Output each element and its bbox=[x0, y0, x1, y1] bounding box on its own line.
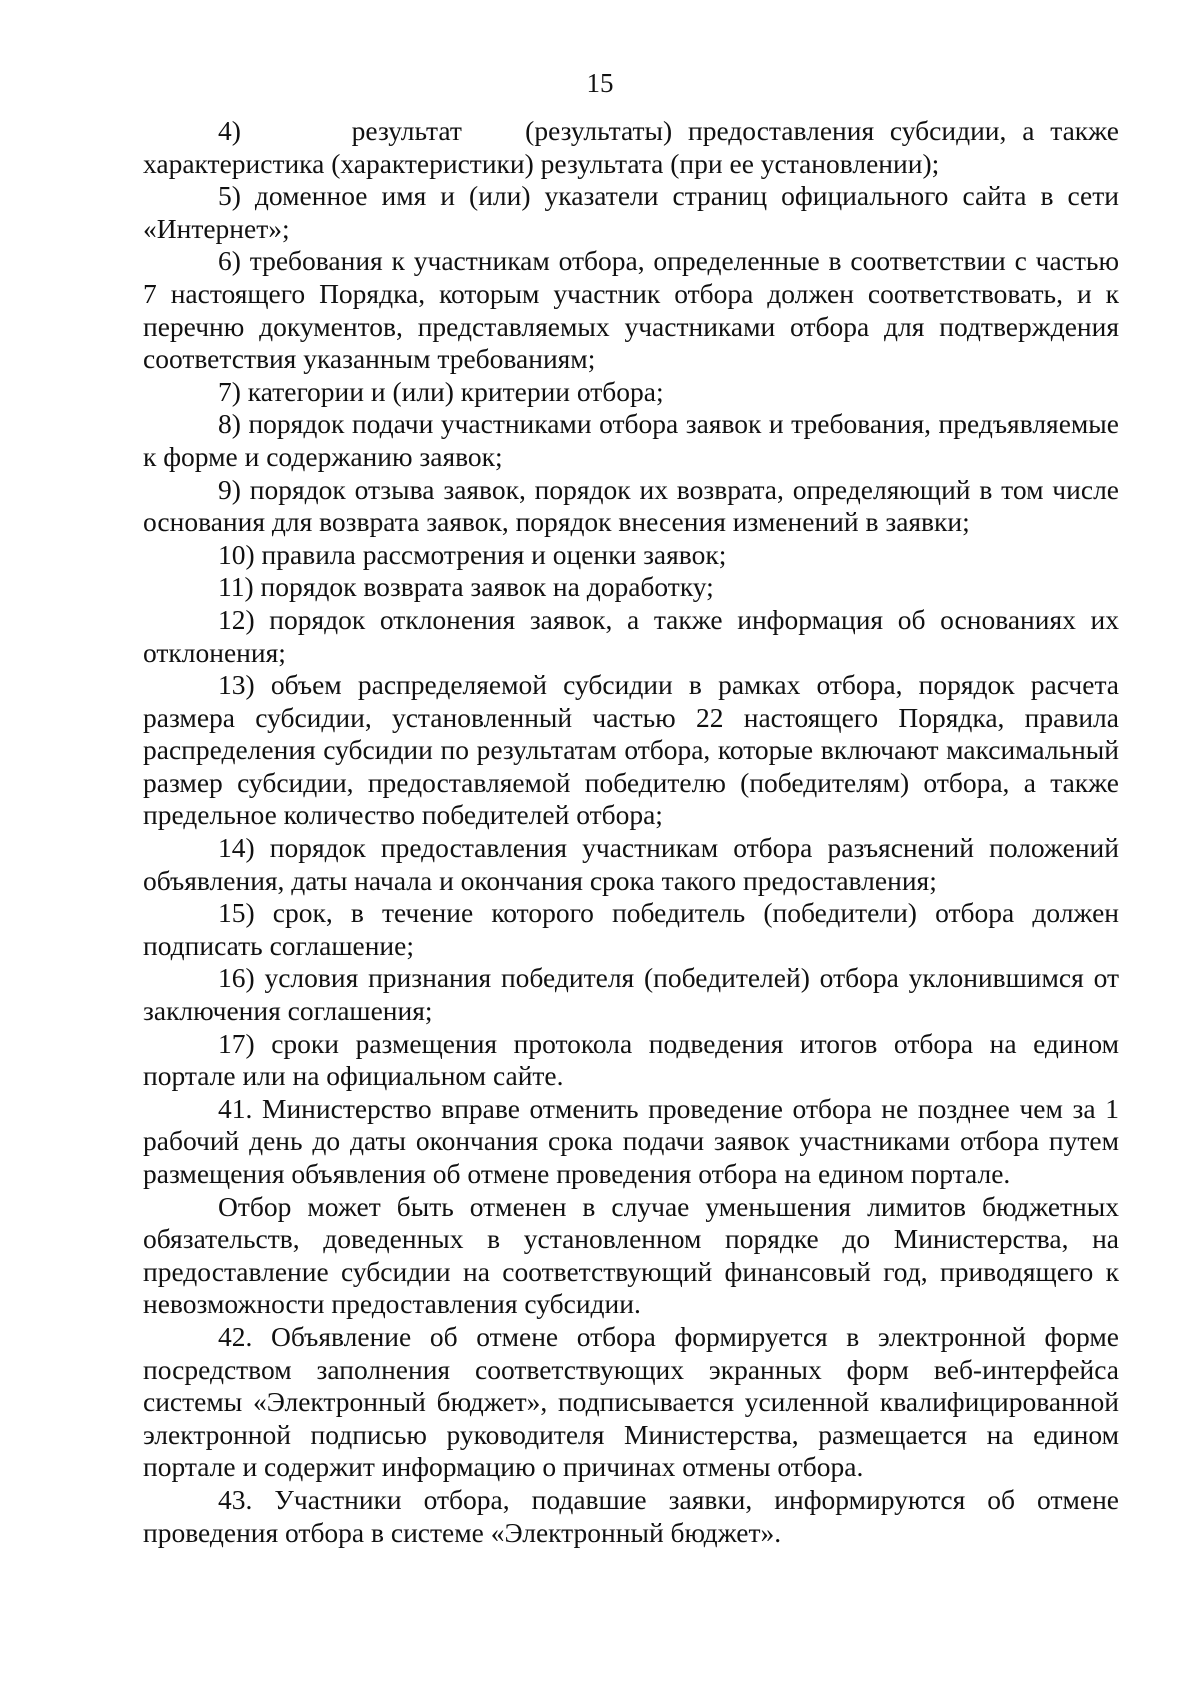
paragraph-item-8: 8) порядок подачи участниками отбора заявок и требования, предъявляемые к форме и содержанию заявок; bbox=[143, 408, 1119, 472]
paragraph-item-15: 15) срок, в течение которого победитель (победители) отбора должен подписать соглашение; bbox=[143, 897, 1119, 961]
paragraph-item-6: 6) требования к участникам отбора, определенные в соответствии с частью 7 настоящего Порядка, которым участник отбора должен соответствовать, и к перечню документов, представляемых участниками отбора для подтверждения соответствия указанным требованиям; bbox=[143, 245, 1119, 375]
document-body bbox=[143, 115, 1119, 1549]
paragraph-clause-42: 42. Объявление об отмене отбора формируется в электронной форме посредством заполнения соответствующих экранных форм веб-интерфейса системы «Электронный бюджет», подписывается усиленной квалифицированной электронной подписью руководителя Министерства, размещается на едином портале и содержит информацию о причинах отмены отбора. bbox=[143, 1320, 1119, 1483]
page-number: 15 bbox=[586, 68, 614, 98]
paragraph-item-7: 7) категории и (или) критерии отбора; bbox=[218, 375, 664, 407]
paragraph-item-12: 12) порядок отклонения заявок, а также информация об основаниях их отклонения; bbox=[143, 603, 1119, 668]
paragraph-clause-41-continued: Отбор может быть отменен в случае уменьшения лимитов бюджетных обязательств, доведенных в установленном порядке до Министерства, на предоставление субсидии на соответствующий финансовый год, приводящего к невозможности предоставления субсидии. bbox=[143, 1190, 1119, 1320]
paragraph-item-10: 10) правила рассмотрения и оценки заявок; bbox=[218, 538, 727, 570]
paragraph-item-14: 14) порядок предоставления участникам отбора разъяснений положений объявления, даты начала и окончания срока такого предоставления; bbox=[143, 832, 1119, 896]
paragraph-item-4: 4) результат (результаты) предоставления субсидии, а также характеристика (характеристики) результата (при ее установлении); bbox=[143, 115, 1119, 179]
paragraph-item-13: 13) объем распределяемой субсидии в рамках отбора, порядок расчета размера субсидии, установленный частью 22 настоящего Порядка, правила распределения субсидии по результатам отбора, которые включают максимальный размер субсидии, предоставляемой победителю (победителям) отбора, а также предельное количество победителей отбора; bbox=[143, 669, 1119, 831]
paragraph-item-9: 9) порядок отзыва заявок, порядок их возврата, определяющий в том числе основания для возврата заявок, порядок внесения изменений в заявки; bbox=[143, 473, 1119, 538]
paragraph-clause-41: 41. Министерство вправе отменить проведение отбора не позднее чем за 1 рабочий день до даты окончания срока подачи заявок участниками отбора путем размещения объявления об отмене проведения отбора на едином портале. bbox=[143, 1092, 1119, 1189]
paragraph-item-17: 17) сроки размещения протокола подведения итогов отбора на едином портале или на официальном сайте. bbox=[143, 1027, 1119, 1092]
paragraph-clause-43: 43. Участники отбора, подавшие заявки, информируются об отмене проведения отбора в системе «Электронный бюджет». bbox=[143, 1483, 1119, 1548]
paragraph-item-11: 11) порядок возврата заявок на доработку; bbox=[218, 571, 714, 603]
paragraph-item-16: 16) условия признания победителя (победителей) отбора уклонившимся от заключения соглашения; bbox=[143, 962, 1119, 1027]
paragraph-item-5: 5) доменное имя и (или) указатели страниц официального сайта в сети «Интернет»; bbox=[143, 180, 1119, 244]
